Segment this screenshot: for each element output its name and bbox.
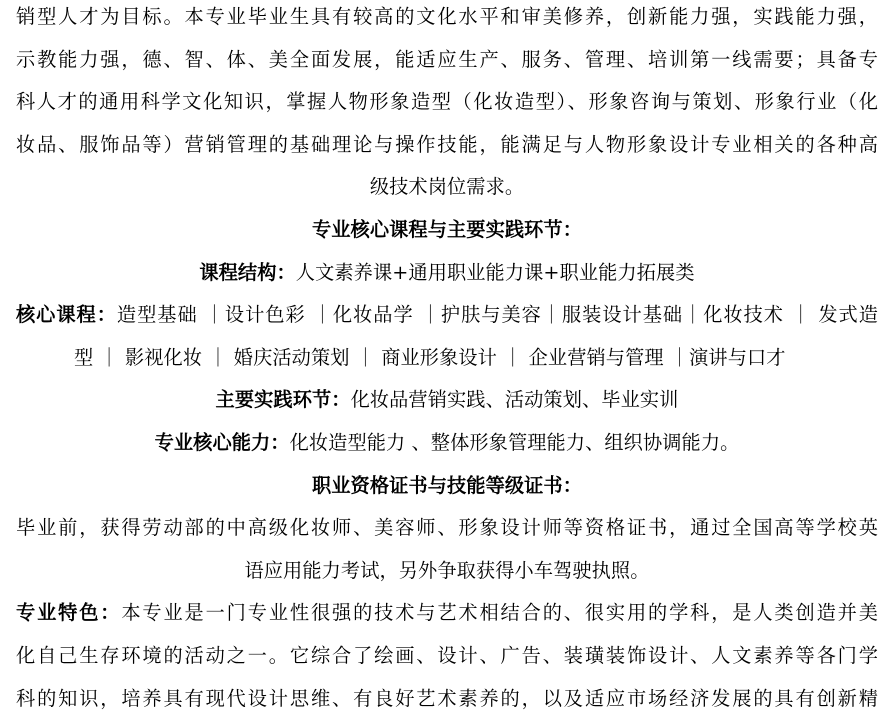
intro-line: 级技术岗位需求。 [16,166,878,209]
core-courses-label: 核心课程： [16,303,117,326]
features-line: 化自己生存环境的活动之一。它综合了绘画、设计、广告、装璜装饰设计、人文素养等各门学 [16,635,878,678]
courses-heading: 专业核心课程与主要实践环节： [16,209,878,252]
course-structure [16,252,878,295]
intro-line: 科人才的通用科学文化知识，掌握人物形象造型（化妆造型）、形象咨询与策划、形象行业（化 [16,81,878,124]
certificates-heading: 职业资格证书与技能等级证书： [16,465,878,508]
course-structure-value: 人文素养课+通用职业能力课+职业能力拓展类 [296,261,695,284]
intro-line: 示教能力强，德、智、体、美全面发展，能适应生产、服务、管理、培训第一线需要；具备专 [16,39,878,82]
intro-line: 妆品、服饰品等）营销管理的基础理论与操作技能，能满足与人物形象设计专业相关的各种高 [16,124,878,167]
course-structure-label: 课程结构： [199,261,295,284]
features-value: 本专业是一门专业性很强的技术与艺术相结合的、很实用的学科，是人类创造并美 [121,601,878,624]
core-courses [16,294,878,337]
core-ability-label: 专业核心能力： [155,431,290,454]
features-label: 专业特色： [16,601,121,624]
core-courses-value: 造型基础 ｜设计色彩 ｜化妆品学 ｜护肤与美容｜服装设计基础｜化妆技术 ｜ 发式造 [117,303,878,326]
certificates-line: 语应用能力考试，另外争取获得小车驾驶执照。 [16,550,878,593]
core-ability [16,422,878,465]
document-body [16,0,878,720]
core-ability-value: 化妆造型能力 、整体形象管理能力、组织协调能力。 [290,431,740,454]
features-section [16,592,878,635]
features-line: 科的知识，培养具有现代设计思维、有良好艺术素养的，以及适应市场经济发展的具有创新精 [16,678,878,720]
practice-section [16,379,878,422]
practice-value: 化妆品营销实践、活动策划、毕业实训 [351,388,679,411]
practice-label: 主要实践环节： [216,388,351,411]
intro-line: 销型人才为目标。本专业毕业生具有较高的文化水平和审美修养，创新能力强，实践能力强， [16,0,878,39]
core-courses-continued: 型 ｜ 影视化妆 ｜ 婚庆活动策划 ｜ 商业形象设计 ｜ 企业营销与管理 ｜演讲与口才 [16,337,878,380]
certificates-line: 毕业前，获得劳动部的中高级化妆师、美容师、形象设计师等资格证书，通过全国高等学校英 [16,507,878,550]
